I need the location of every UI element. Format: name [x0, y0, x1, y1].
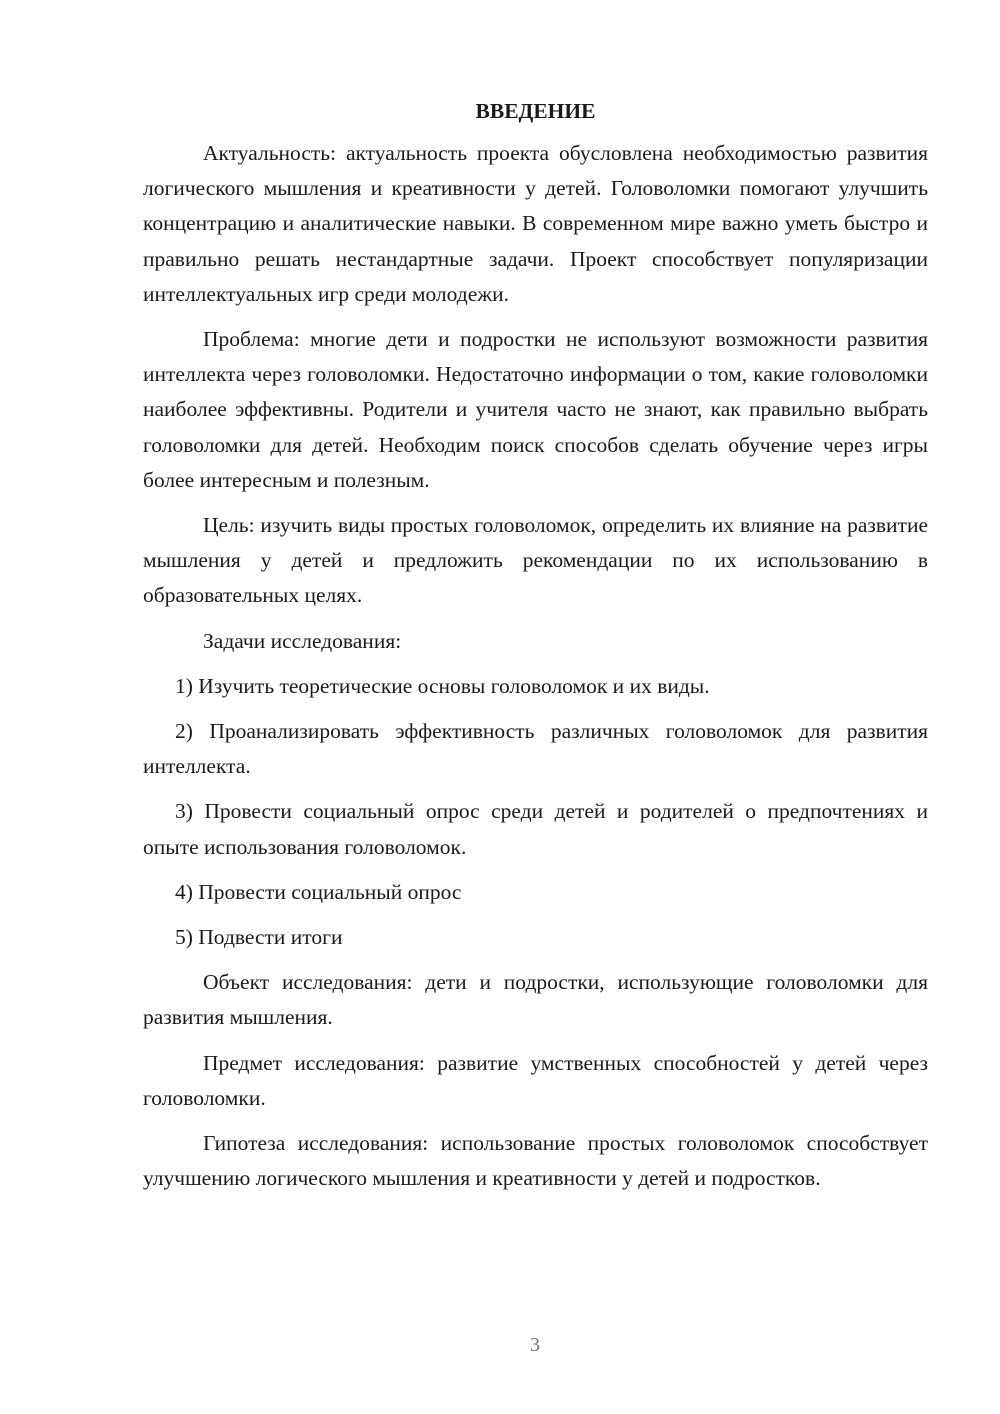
document-page — [143, 96, 928, 1206]
task-item-2: 2) Проанализировать эффективность различных головоломок для развития интеллекта. — [143, 719, 928, 779]
paragraph-relevance: Актуальность: актуальность проекта обусловлена необходимостью развития логического мышления и креативности у детей. Головоломки помогают улучшить концентрацию и аналитические навыки. В современном мире важно уметь быстро и правильно решать нестандартные задачи. Проект способствует популяризации интеллектуальных игр среди молодежи. — [143, 141, 928, 306]
paragraph-subject: Предмет исследования: развитие умственных способностей у детей через головоломки. — [143, 1050, 928, 1110]
task-item-5: 5) Подвести итоги — [175, 925, 343, 950]
task-item-1: 1) Изучить теоретические основы головоломок и их виды. — [175, 673, 710, 698]
paragraph-goal: Цель: изучить виды простых головоломок, определить их влияние на развитие мышления у детей и предложить рекомендации по их использованию в образовательных целях. — [143, 513, 928, 608]
paragraph-problem: Проблема: многие дети и подростки не используют возможности развития интеллекта через головоломки. Недостаточно информации о том, какие головоломки наиболее эффективны. Родители и учителя часто не знают, как правильно выбрать головоломки для детей. Необходим поиск способов сделать обучение через игры более интересным и полезным. — [143, 327, 928, 492]
task-item-4: 4) Провести социальный опрос — [175, 879, 462, 904]
page-number: 3 — [530, 1334, 540, 1356]
task-item-3: 3) Провести социальный опрос среди детей и родителей о предпочтениях и опыте использования головоломок. — [143, 799, 928, 859]
paragraph-hypothesis: Гипотеза исследования: использование простых головоломок способствует улучшению логического мышления и креативности у детей и подростков. — [143, 1131, 928, 1191]
tasks-heading: Задачи исследования: — [203, 628, 402, 653]
page-title: ВВЕДЕНИЕ — [475, 99, 596, 123]
paragraph-object: Объект исследования: дети и подростки, использующие головоломки для развития мышления. — [143, 970, 928, 1030]
